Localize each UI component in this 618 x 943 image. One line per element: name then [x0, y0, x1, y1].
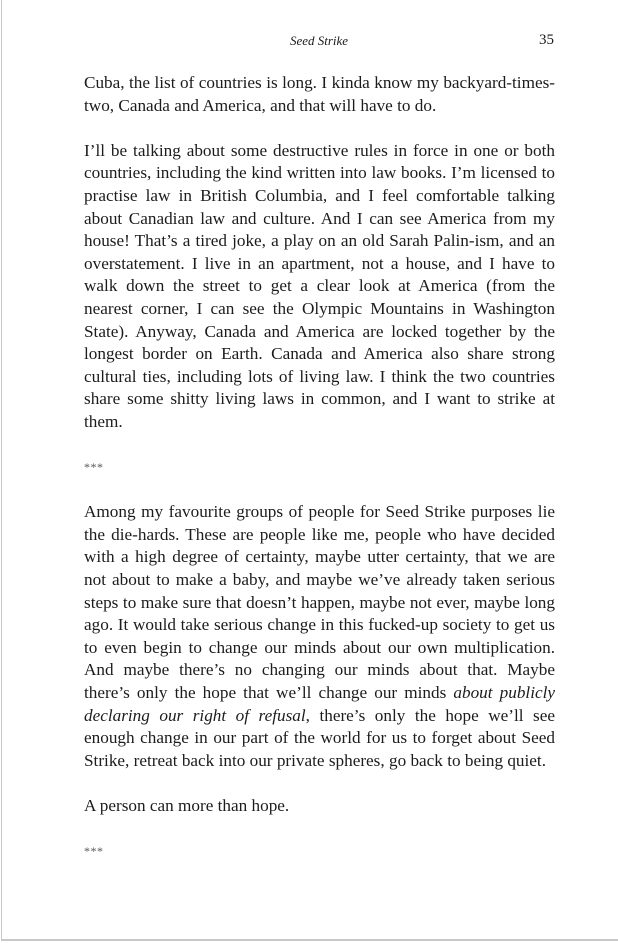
emphasized-text: about publicly declaring our right of refusal — [84, 683, 556, 725]
book-page — [1, 0, 618, 941]
section-break: *** — [84, 460, 104, 475]
page-number: 35 — [539, 32, 554, 48]
text-segment: , there’s only the hope we’ll see enough change in our part of the world for us to forget about Seed Strike, retreat back into our private spheres, go back to being quiet. — [84, 705, 555, 770]
paragraph-law-and-culture: I’ll be talking about some destructive rules in force in one or both countries, including the kind written into law books. I’m licensed to practise law in British Columbia, and I feel comfortable talking about Canadian law and culture. And I can see America from my house! That’s a tired joke, a play on an old Sarah Palin-ism, and an overstatement. I live in an apartment, not a house, and I have to walk down the street to get a clear look at America (from the nearest corner, I can see the Olympic Mountains in Washington State). Anyway, Canada and America are locked together by the longest border on Earth. Canada and America also share strong cultural ties, including lots of living law. I think the two countries share some shitty living laws in common, and I want to strike at them. — [84, 140, 555, 431]
paragraph-hope: A person can more than hope. — [84, 796, 290, 815]
running-head — [84, 32, 554, 52]
running-title: Seed Strike — [289, 33, 349, 48]
body-text — [84, 72, 555, 885]
section-break: *** — [84, 844, 104, 859]
paragraph-die-hards — [84, 501, 555, 772]
paragraph-continuation: Cuba, the list of countries is long. I kinda know my backyard-times-two, Canada and America, and that will have to do. — [84, 73, 555, 115]
text-segment: Among my favourite groups of people for Seed Strike purposes lie the die-hards. These are people like me, people who have decided with a high degree of certainty, maybe utter certainty, that we are not about to make a baby, and maybe we’ve already taken serious steps to make sure that doesn’t happen, maybe not ever, maybe long ago. It would take serious change in this fucked-up society to get us to even begin to change our minds about our own multiplication. And maybe there’s no changing our minds about that. Maybe there’s only the hope that we’ll change our minds — [84, 502, 555, 703]
